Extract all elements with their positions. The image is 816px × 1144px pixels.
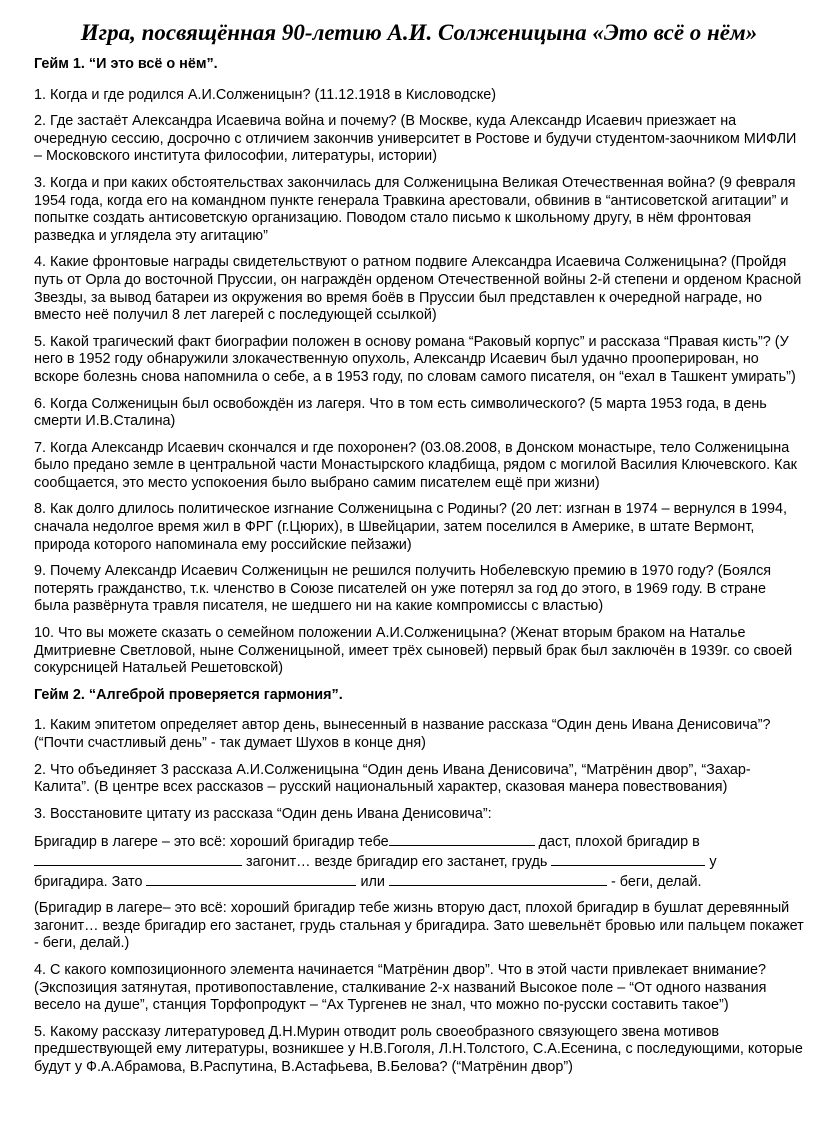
game2-question-3: 3. Восстановите цитату из рассказа “Один день Ивана Денисовича”:: [34, 805, 492, 822]
question-3: 3. Когда и при каких обстоятельствах закончилась для Солженицына Великая Отечественная война? (9 февраля 1954 года, когда его на командном пункте генерала Травкина арестовали, обвинив в “антисоветской агитации” и попытке создать антисоветскую организацию. Поводом стало письмо к школьному другу, в нём фронтовая разведка и углядела эту агитацию”: [34, 174, 796, 244]
fill-text-1: Бригадир в лагере – это всё: хороший бригадир тебе: [34, 834, 389, 851]
quote-fill-in: [34, 832, 804, 891]
question-9: 9. Почему Александр Исаевич Солженицын не решился получить Нобелевскую премию в 1970 году? (Боялся потерять гражданство, т.к. членство в Союзе писателей он уже потерял за год до этого, в 1969 году. В стране была развёрнута травля писателя, не шедшего ни на какие компромиссы с властью): [34, 563, 772, 615]
question-1: 1. Когда и где родился А.И.Солженицын? (11.12.1918 в Кисловодске): [34, 86, 497, 103]
fill-text-6: или: [360, 873, 385, 890]
fill-text-7: - беги, делай.: [610, 873, 702, 890]
blank-5[interactable]: [389, 872, 607, 886]
fill-text-3: загонит… везде бригадир его застанет, грудь: [246, 853, 548, 870]
game1-heading: Гейм 1. “И это всё о нём”.: [34, 56, 218, 72]
game2-question-1: 1. Каким эпитетом определяет автор день, вынесенный в название рассказа “Один день Ивана Денисовича”? (“Почти счастливый день” - так думает Шухов в конце дня): [34, 717, 771, 751]
question-10: 10. Что вы можете сказать о семейном положении А.И.Солженицына? (Женат вторым браком на Наталье Дмитриевне Светловой, ныне Солженицыной, имеет трёх сыновей) первый брак был заключён в 1939г. со своей сокурсницей Натальей Решетовской): [34, 625, 793, 677]
fill-text-2: даст, плохой бригадир в: [538, 834, 700, 851]
question-4: 4. Какие фронтовые награды свидетельствуют о ратном подвиге Александра Исаевича Солженицына? (Пройдя путь от Орла до восточной Пруссии, он награждён орденом Отечественной войны 2-й степени и орденом Красной Звезды, за вывод батареи из окружения во время боёв в Пруссии был представлен к очередной награде, но вместо неё получил 8 лет лагерей с последующей ссылкой): [34, 254, 802, 324]
question-5: 5. Какой трагический факт биографии положен в основу романа “Раковый корпус” и рассказа “Правая кисть”? (У него в 1952 году обнаружили злокачественную опухоль, Александр Исаевич был удачно прооперирован, но вскоре болезнь снова напомнила о себе, а в 1953 году, по словам самого писателя, он “ехал в Ташкент умирать”): [34, 333, 796, 385]
blank-2[interactable]: [34, 852, 242, 866]
game2-question-2: 2. Что объединяет 3 рассказа А.И.Солженицына “Один день Ивана Денисовича”, “Матрёнин двор”, “Захар-Калита”. (В центре всех рассказов – русский национальный характер, сказовая манера повествования): [34, 761, 751, 796]
game2-heading: Гейм 2. “Алгеброй проверяется гармония”.: [34, 686, 343, 703]
fill-text-5: бригадира. Зато: [34, 873, 143, 890]
blank-4[interactable]: [146, 872, 356, 886]
quote-answer: (Бригадир в лагере– это всё: хороший бригадир тебе жизнь вторую даст, плохой бригадир в бушлат деревянный загонит… везде бригадир его застанет, грудь стальная у бригадира. Зато шевельнёт бровью или пальцем покажет - беги, делай.): [34, 900, 804, 952]
game2-question-5: 5. Какому рассказу литературовед Д.Н.Мурин отводит роль своеобразного связующего звена мотивов предшествующей ему литературы, возникшее у Н.В.Гоголя, Л.Н.Толстого, С.А.Есенина, с последующими, которые будут у Ф.А.Абрамова, В.Распутина, В.Астафьева, В.Белова? (“Матрёнин двор”): [34, 1023, 803, 1075]
game2-question-4: 4. С какого композиционного элемента начинается “Матрёнин двор”. Что в этой части привлекает внимание? (Экспозиция затянутая, противопоставление, сталкивание 2-х названий Высокое поле – “От одного названия весело на душе”, станция Торфопродукт – “Ах Тургенев не знал, что можно по-русски составить такое”): [34, 961, 767, 1014]
page-title: Игра, посвящённая 90-летию А.И. Солженицына «Это всё о нём»: [80, 20, 758, 45]
blank-3[interactable]: [551, 852, 705, 866]
fill-text-4: у: [709, 853, 717, 870]
question-2: 2. Где застаёт Александра Исаевича война и почему? (В Москве, куда Александр Исаевич приезжает на очередную сессию, досрочно с отличием закончив университет в Ростове и будучи студентом-заочником МИФЛИ – Московского института философии, литературы, истории): [34, 113, 797, 165]
blank-1[interactable]: [389, 832, 535, 846]
question-7: 7. Когда Александр Исаевич скончался и где похоронен? (03.08.2008, в Донском монастыре, тело Солженицына было предано земле в центральной части Монастырского кладбища, рядом с могилой Василия Ключевского. Как сообщается, это место успокоения было выбрано самим писателем ещё при жизни): [34, 439, 797, 491]
question-8: 8. Как долго длилось политическое изгнание Солженицына с Родины? (20 лет: изгнан в 1974 – вернулся в 1994, сначала недолгое время жил в ФРГ (г.Цюрих), в Швейцарии, затем поселился в Америке, в штате Вермонт, природа которого напоминала ему российские пейзажи): [34, 501, 788, 553]
question-6: 6. Когда Солженицын был освобождён из лагеря. Что в том есть символического? (5 марта 1953 года, в день смерти И.В.Сталина): [34, 395, 767, 430]
